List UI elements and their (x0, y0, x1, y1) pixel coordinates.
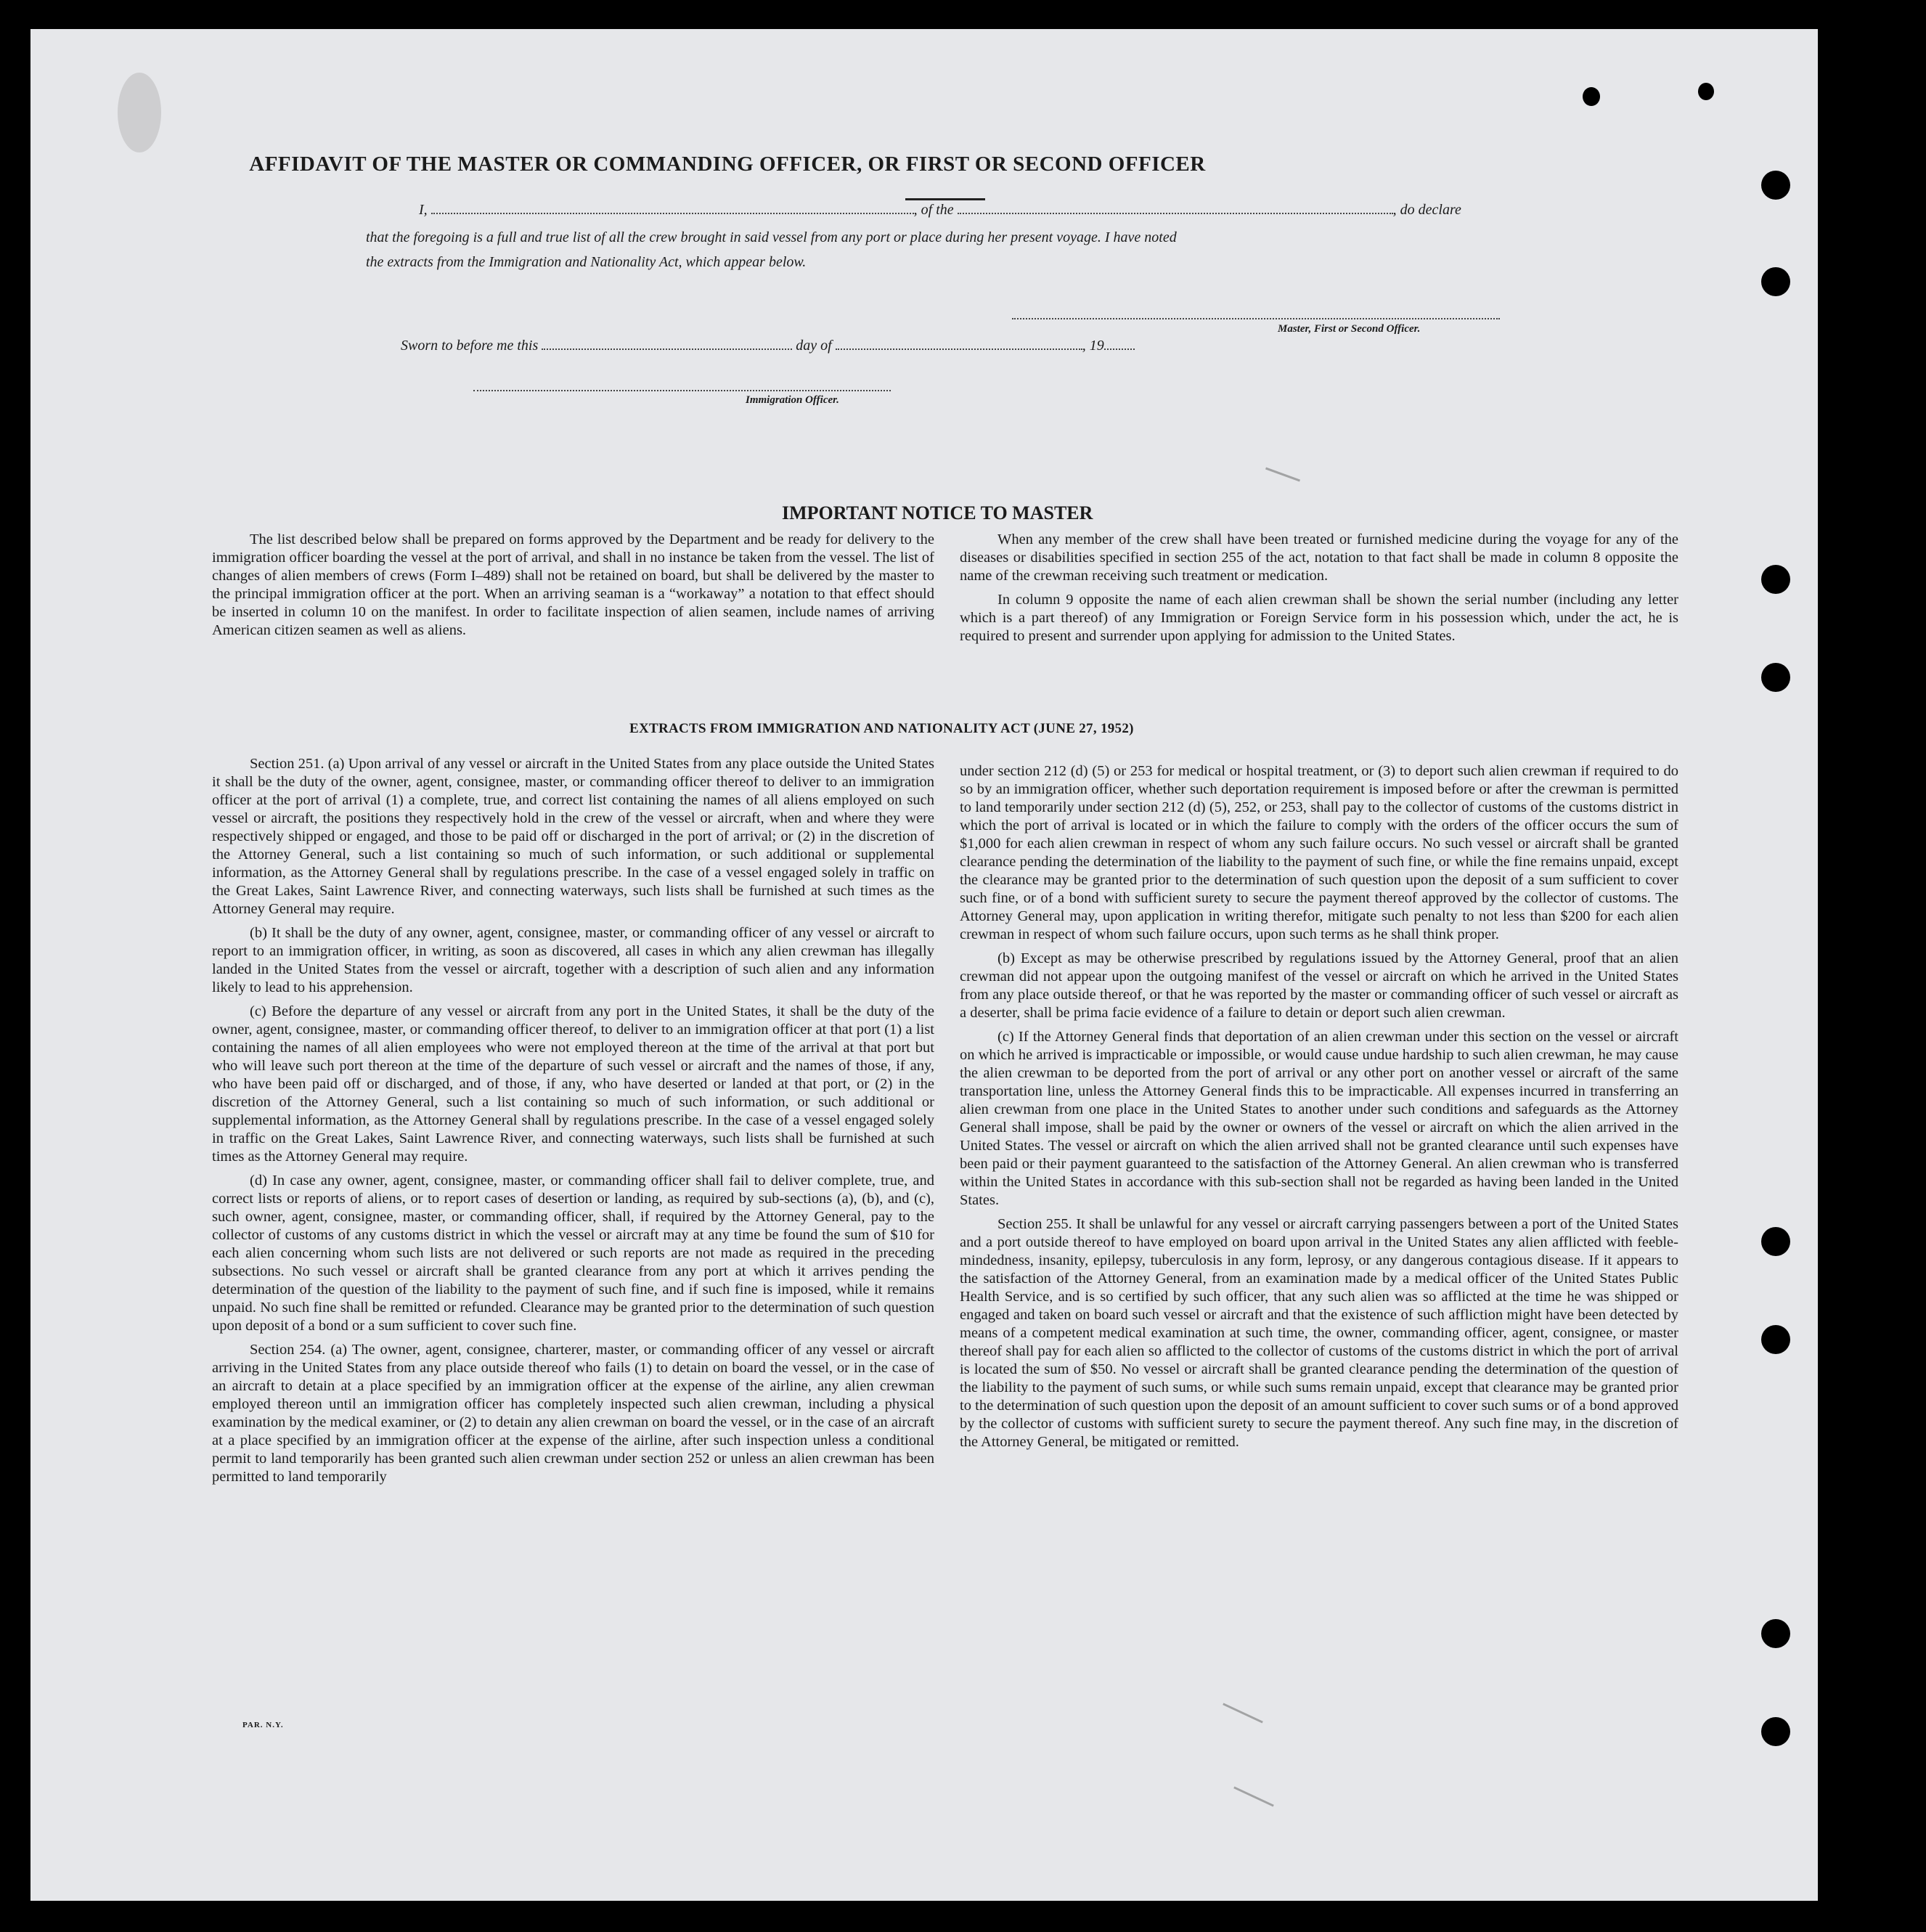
extract-paragraph: Section 251. (a) Upon arrival of any vessel or aircraft in the United States from any place outside the United States it shall be the duty of the owner, agent, consignee, master, or commanding officer thereof to deliver to an immigration officer at the port of arrival (1) a complete, true, and correct list containing the names of all aliens employed on such vessel or aircraft, the positions they respectively hold in the crew of the vessel or aircraft, when and where they were respectively shipped or engaged, and those to be paid off or discharged in the port of arrival; or (2) in the discretion of the Attorney General, such a list containing so much of such information, or such additional or supplemental information, as the Attorney General shall by regulations prescribe. In the case of a vessel engaged solely in traffic on the Great Lakes, Saint Lawrence River, and connecting waterways, such lists shall be furnished at such times as the Attorney General may require. (212, 756, 934, 917)
binder-hole (1761, 1325, 1790, 1354)
do-declare-label: , do declare (1392, 202, 1461, 218)
vessel-blank[interactable] (958, 210, 1393, 214)
binder-hole (1761, 1619, 1790, 1648)
year-label: , 19 (1082, 338, 1104, 354)
binder-hole (1761, 565, 1790, 594)
master-caption: Master, First or Second Officer. (1278, 323, 1421, 335)
speck (1583, 87, 1600, 106)
extracts-left-column (212, 755, 934, 1492)
extract-paragraph: (b) It shall be the duty of any owner, agent, consignee, master, or commanding officer of any vessel or aircraft to report to an immigration officer, in writing, as soon as discovered, all cases in which any alien crewman has illegally landed in the United States from the vessel or aircraft, together with a description of such alien and any information likely to lead to his apprehension. (212, 925, 934, 995)
extract-paragraph: Section 254. (a) The owner, agent, consignee, charterer, master, or commanding officer of any vessel or aircraft arriving in the United States from any place outside thereof who fails (1) to detain on board the vessel, or in the case of an aircraft to detain at a place specified by an immigration officer at the expense of the airline, any alien crewman employed thereon until an immigration officer has completely inspected such alien crewman, including a physical examination by the medical examiner, or (2) to detain any alien crewman on board the vessel, or in the case of an aircraft at a place specified by an immigration officer at the expense of the airline, after such inspection unless a conditional permit to land temporarily has been granted such alien crewman under section 252 or unless an alien crewman has been permitted to land temporarily (212, 1342, 934, 1485)
printer-mark: PAR. N.Y. (242, 1721, 284, 1729)
day-of-label: day of (796, 338, 832, 354)
speck (1698, 83, 1714, 100)
sworn-day-blank[interactable] (542, 346, 792, 350)
immigration-officer-caption: Immigration Officer. (746, 394, 839, 406)
immigration-officer-signature-line[interactable] (473, 390, 891, 391)
master-signature-line[interactable] (1012, 318, 1500, 319)
binder-hole (1761, 1227, 1790, 1256)
sworn-year-blank[interactable] (1104, 346, 1135, 350)
extract-paragraph: (c) Before the departure of any vessel or aircraft from any port in the United States, it shall be the duty of the owner, agent, consignee, master, or commanding officer thereof, to deliver to an immigration officer at that port (1) a list containing the names of all alien employees who were not employed thereon at the time of the arrival at that port but who will leave such port thereon at the time of the departure of such vessel or aircraft and the names of those, if any, who have been paid off or discharged, and of those, if any, who have deserted or landed at that port, or (2) in the discretion of the Attorney General, such a list containing so much of such information, or such additional or supplemental information, as the Attorney General shall by regulations prescribe. In the case of a vessel engaged solely in traffic on the Great Lakes, Saint Lawrence River, and connecting waterways, such lists shall be furnished at such times as the Attorney General may require. (212, 1003, 934, 1165)
binder-hole (1761, 1717, 1790, 1746)
affidavit-title: AFFIDAVIT OF THE MASTER OR COMMANDING OFFICER, OR FIRST OR SECOND OFFICER (249, 152, 1206, 176)
affidavit-line-1 (419, 202, 1461, 219)
smudge (118, 73, 161, 152)
binder-hole (1761, 171, 1790, 200)
document-page (30, 29, 1818, 1901)
notice-paragraph: When any member of the crew shall have been treated or furnished medicine during the voyage for any of the diseases or disabilities specified in section 255 of the act, notation to that fact shall be made in column 8 opposite the name of the crewman receiving such treatment or medication. (960, 531, 1678, 584)
affidavit-i-label: I, (419, 202, 428, 218)
notice-right-column (960, 531, 1678, 651)
sworn-month-blank[interactable] (836, 346, 1082, 350)
extract-paragraph: (b) Except as may be otherwise prescribed by regulations issued by the Attorney General, proof that an alien crewman did not appear upon the outgoing manifest of the vessel or aircraft on which he arrived in the United States from any place outside thereof, or that he was reported by the master or commanding officer of such vessel or aircraft as a deserter, shall be prima facie evidence of a failure to detain or deport such alien crewman. (960, 950, 1678, 1021)
extract-paragraph: under section 212 (d) (5) or 253 for medical or hospital treatment, or (3) to deport such alien crewman if required to do so by an immigration officer, whether such deportation requirement is imposed before or after the crewman is permitted to land temporarily under section 212 (d) (5), 252, or 253, shall pay to the collector of customs of the customs district in which the port of arrival is located or in which the failure to comply with the orders of the officer occurs the sum of $1,000 for each alien crewman in respect of whom any such failure occurs. No such vessel or aircraft shall be granted clearance pending the determination of the liability to the payment of such fine, or while the fine remains unpaid, except the clearance may be granted prior to the determination of such question upon the deposit of a sum sufficient to cover such fine, or of a bond with sufficient surety to secure the payment thereof approved by the collector of customs. The Attorney General may, upon application in writing therefor, mitigate such penalty to not less than $200 for each alien crewman in respect of whom such failure occurs, upon such terms as he shall think proper. (960, 763, 1678, 942)
sworn-line (401, 338, 1135, 354)
extracts-right-column (960, 762, 1678, 1457)
notice-paragraph: The list described below shall be prepared on forms approved by the Department and be ready for delivery to the immigration officer boarding the vessel at the port of arrival, and shall in no instance be taken from the vessel. The list of changes of alien members of crews (Form I–489) shall not be retained on board, but shall be delivered by the master to the principal immigration officer at the port. When an arriving seaman is a “workaway” a notation to that effect should be inserted in column 10 on the manifest. In order to facilitate inspection of alien seamen, include names of arriving American citizen seamen as well as aliens. (212, 531, 934, 638)
notice-paragraph: In column 9 opposite the name of each alien crewman shall be shown the serial number (including any letter which is a part thereof) of any Immigration or Foreign Service form in his possession which, under the act, he is required to present and surrender upon applying for admission to the United States. (960, 592, 1678, 644)
affidavit-line-3: the extracts from the Immigration and Nationality Act, which appear below. (366, 254, 807, 270)
notice-left-column (212, 531, 934, 645)
scratch (1233, 1786, 1274, 1806)
extract-paragraph: Section 255. It shall be unlawful for any vessel or aircraft carrying passengers between a port of the United States and a port outside thereof to have employed on board upon arrival in the United States any alien afflicted with feeble-mindedness, insanity, epilepsy, tuberculosis in any form, leprosy, or any dangerous contagious disease. If it appears to the satisfaction of the Attorney General, from an examination made by a medical officer of the United States Public Health Service, and is so certified by such officer, that any such alien was so afflicted at the time he was shipped or engaged and taken on board such vessel or aircraft and that the existence of such affliction might have been detected by means of a competent medical examination at such time, the owner, commanding officer, agent, consignee, or master thereof shall pay for each alien so afflicted to the collector of customs of the customs district in which the port of arrival is located the sum of $50. No vessel or aircraft shall be granted clearance pending the determination of the question of the liability to the payment of such sums, or while such sums remain unpaid, except that clearance may be granted prior to the determination of such question upon the deposit of an amount sufficient to cover such sums or of a bond approved by the collector of customs with sufficient surety to secure the payment thereof. Any such fine may, in the discretion of the Attorney General, be mitigated or remitted. (960, 1216, 1678, 1450)
affidavit-line-2: that the foregoing is a full and true list of all the crew brought in said vessel from any port or place during her present voyage. I have noted (366, 229, 1177, 245)
title-divider (905, 198, 985, 200)
sworn-label: Sworn to before me this (401, 338, 539, 354)
binder-hole (1761, 267, 1790, 296)
of-the-label: , of the (913, 202, 954, 218)
notice-title: IMPORTANT NOTICE TO MASTER (782, 502, 1093, 523)
scratch (1265, 468, 1300, 482)
scratch (1223, 1703, 1263, 1723)
extract-paragraph: (d) In case any owner, agent, consignee, master, or commanding officer shall fail to deliver complete, true, and correct lists or reports of aliens, or to report cases of desertion or landing, as required by sub-sections (a), (b), and (c), such owner, agent, consignee, master, or commanding officer, shall, if required by the Attorney General, pay to the collector of customs of any customs district in which the vessel or aircraft may at any time be found the sum of $10 for each alien concerning whom such lists are not delivered or such reports are not made as required in the preceding subsections. No such vessel or aircraft shall be granted clearance from any port at which it arrives pending the determination of the question of the liability to the payment of such fine, and if such fine is imposed, while it remains unpaid. No such fine shall be remitted or refunded. Clearance may be granted prior to the determination of such question upon deposit of a bond or a sum sufficient to cover such fine. (212, 1173, 934, 1334)
extracts-title: EXTRACTS FROM IMMIGRATION AND NATIONALITY ACT (JUNE 27, 1952) (629, 721, 1134, 736)
name-blank[interactable] (431, 210, 914, 214)
binder-hole (1761, 663, 1790, 692)
extract-paragraph: (c) If the Attorney General finds that deportation of an alien crewman under this section on the vessel or aircraft on which he arrived is impracticable or impossible, or would cause undue hardship to such alien crewman, he may cause the alien crewman to be deported from the port of arrival or any other port on another vessel or aircraft of the same transportation line, unless the Attorney General finds this to be impracticable. All expenses incurred in transferring an alien crewman from one place in the United States to another under such conditions and safeguards as the Attorney General shall impose, shall be paid by the owner or owners of the vessel or aircraft on which the alien arrived in the United States. The vessel or aircraft on which the alien arrived shall not be granted clearance until such expenses have been paid or their payment guaranteed to the satisfaction of the Attorney General. An alien crewman who is transferred within the United States in accordance with this sub-section shall not be regarded as having been landed in the United States. (960, 1029, 1678, 1208)
